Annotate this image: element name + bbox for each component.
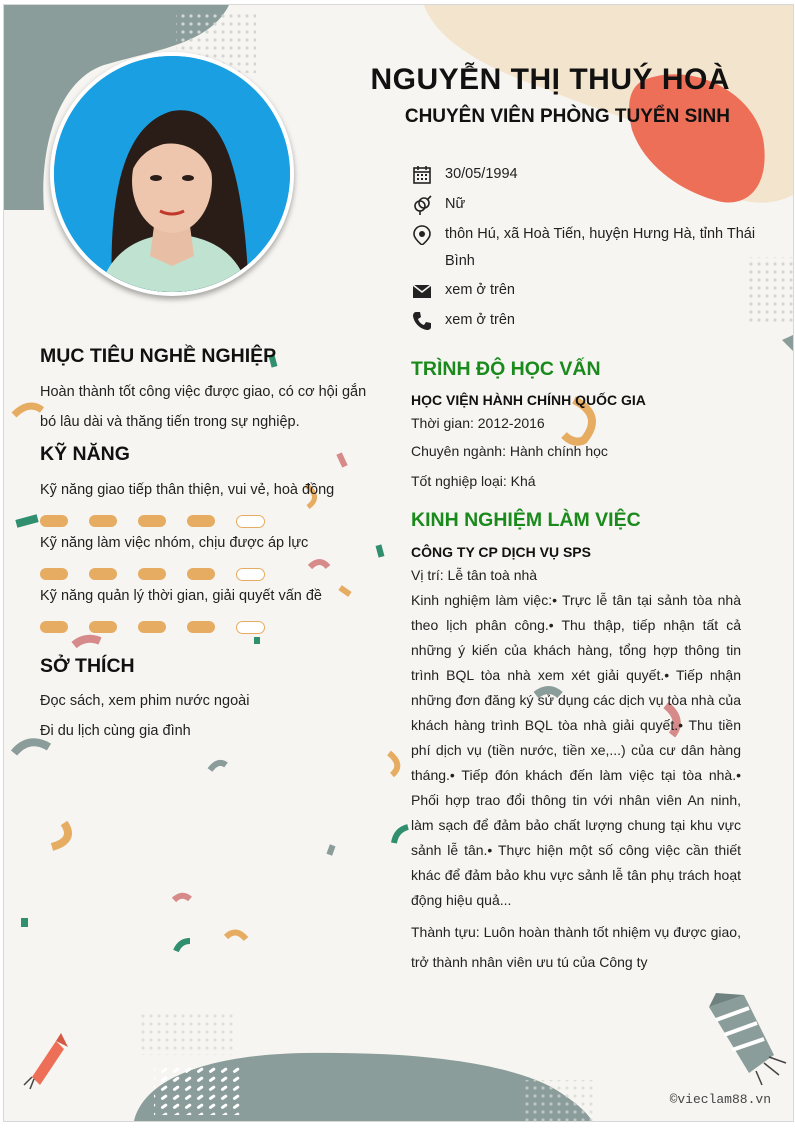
email-value: xem ở trên (445, 282, 515, 298)
rating-dot-filled (138, 515, 166, 527)
rating-dot-filled (138, 568, 166, 580)
confetti (254, 637, 260, 644)
skills-heading: KỸ NĂNG (40, 443, 130, 465)
mail-icon (412, 281, 432, 301)
confetti (210, 763, 226, 770)
rating-dot-filled (40, 621, 68, 633)
phone-icon (412, 311, 432, 331)
confetti (389, 753, 397, 775)
desired-position: CHUYÊN VIÊN PHÒNG TUYỂN SINH (404, 106, 730, 127)
rating-dot-filled (138, 621, 166, 633)
confetti (74, 639, 100, 645)
watermark: ©vieclam88.vn (669, 1092, 771, 1107)
education-major: Chuyên ngành: Hành chính học (411, 443, 608, 459)
job-description: Kinh nghiệm làm việc:• Trực lễ tân tại sảnh tòa nhà theo lịch phân công.• Thu thập, tiếp nhận tất cả những ý kiến của khách hàng, tổng hợp thông tin trình BQL tòa nhà xem xét giải quyết.• Tiếp nhận những đơn đăng ký sử dụng các dịch vụ tòa nhà của khách hàng trình BQL tòa nhà giải quyết.• Thu tiền phí dịch vụ (tiền nước, tiền xe,...) của cư dân hàng tháng.• Tiếp đón khách đến làm việc tại tòa nhà.• Phối hợp trao đổi thông tin với nhân viên An ninh, làm sạch để đảm bảo chất lượng chung tại khu vực sảnh lễ tân.• Thực hiện một số công việc cần thiết khác để đảm bảo khu vực sảnh lễ tân phụ trách hoạt động hiệu quả... (411, 592, 741, 908)
rocket-right-icon (709, 993, 786, 1085)
confetti (226, 932, 246, 939)
phone-value: xem ở trên (445, 312, 515, 328)
skill-1-label: Kỹ năng giao tiếp thân thiện, vui vẻ, hoà đồng (40, 482, 335, 498)
confetti (326, 844, 335, 855)
skill-3-rating (40, 621, 280, 635)
candidate-name: NGUYỄN THỊ THUÝ HOÀ (370, 63, 730, 96)
hobby-item: Đọc sách, xem phim nước ngoài (40, 693, 250, 709)
calendar-icon (412, 165, 432, 185)
gender-value: Nữ (445, 196, 466, 212)
location-icon (412, 225, 432, 245)
skill-2-label: Kỹ năng làm việc nhóm, chịu được áp lực (40, 535, 309, 551)
dot-pattern (524, 1080, 594, 1121)
dash-pattern (154, 1065, 244, 1115)
skill-1-rating (40, 515, 280, 529)
confetti (782, 335, 793, 351)
job-position: Vị trí: Lễ tân toà nhà (411, 567, 538, 583)
confetti (174, 896, 190, 900)
rating-dot-filled (89, 621, 117, 633)
rating-dot-empty (236, 515, 265, 528)
rocket-left-icon (24, 1033, 68, 1089)
gender-icon (412, 195, 432, 215)
confetti (15, 514, 38, 527)
confetti (52, 823, 68, 847)
rating-dot-filled (187, 515, 215, 527)
portrait-image (54, 56, 290, 292)
confetti (176, 941, 190, 951)
confetti (21, 918, 28, 927)
hobby-item: Đi du lịch cùng gia đình (40, 723, 191, 739)
birthdate-value: 30/05/1994 (445, 166, 518, 182)
company-name: CÔNG TY CP DỊCH VỤ SPS (411, 544, 591, 560)
education-time: Thời gian: 2012-2016 (411, 415, 545, 431)
cv-page (3, 4, 794, 1122)
confetti (310, 562, 328, 567)
school-name: HỌC VIỆN HÀNH CHÍNH QUỐC GIA (411, 392, 646, 408)
education-heading: TRÌNH ĐỘ HỌC VẤN (411, 358, 601, 380)
skill-2-rating (40, 568, 280, 582)
dot-pattern (139, 1010, 234, 1055)
rating-dot-filled (40, 515, 68, 527)
experience-heading: KINH NGHIỆM LÀM VIỆC (411, 509, 641, 531)
confetti (394, 827, 408, 843)
objective-text: Hoàn thành tốt công việc được giao, có cơ hội gắn bó lâu dài và thăng tiến trong sự nghiệp. (40, 384, 367, 430)
rating-dot-filled (89, 515, 117, 527)
rating-dot-filled (40, 568, 68, 580)
skill-3-label: Kỹ năng quản lý thời gian, giải quyết vấn đề (40, 588, 322, 604)
address-value: thôn Hú, xã Hoà Tiến, huyện Hưng Hà, tỉnh Thái Bình (445, 226, 756, 269)
rating-dot-filled (187, 568, 215, 580)
rating-dot-empty (236, 568, 265, 581)
objective-heading: MỤC TIÊU NGHỀ NGHIỆP (40, 345, 277, 367)
job-achievement: Thành tựu: Luôn hoàn thành tốt nhiệm vụ được giao, trở thành nhân viên ưu tú của Công ty (411, 924, 741, 970)
confetti (14, 406, 42, 415)
rating-dot-filled (89, 568, 117, 580)
rating-dot-filled (187, 621, 215, 633)
profile-photo (50, 52, 294, 296)
hobbies-heading: SỞ THÍCH (40, 655, 135, 677)
confetti (336, 452, 347, 467)
rating-dot-empty (236, 621, 265, 634)
education-grade: Tốt nghiệp loại: Khá (411, 473, 536, 489)
